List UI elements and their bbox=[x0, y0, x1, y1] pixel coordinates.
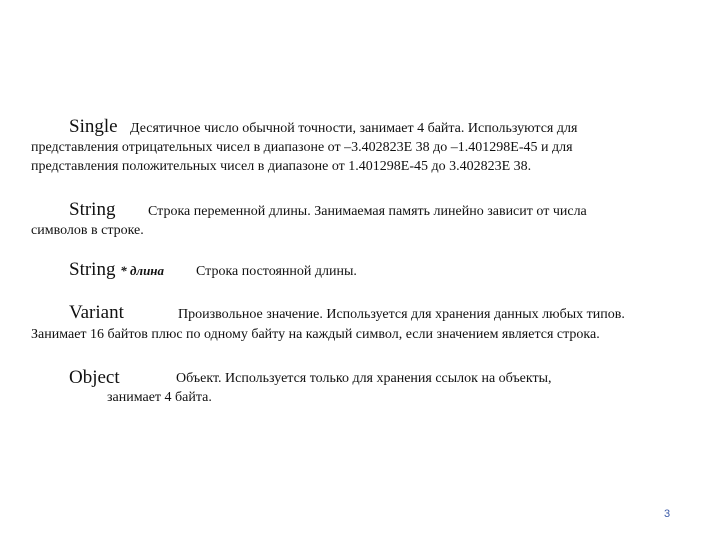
object-desc-line-1: Объект. Используется только для хранения ссылок на объекты, bbox=[176, 371, 552, 386]
term-fixed-string bbox=[69, 259, 164, 281]
single-desc-line-3: представления положительных чисел в диапазоне от 1.401298E-45 до 3.402823E 38. bbox=[31, 159, 532, 174]
single-desc-line-2: представления отрицательных чисел в диапазоне от –3.402823E 38 до –1.401298E-45 и для bbox=[31, 140, 573, 155]
variant-desc-line-2: Занимает 16 байтов плюс по одному байту на каждый символ, если значением является строка. bbox=[31, 327, 600, 342]
string-desc-line-1: Строка переменной длины. Занимаемая память линейно зависит от числа bbox=[148, 204, 587, 219]
fixed-string-desc-line-1: Строка постоянной длины. bbox=[196, 264, 357, 279]
term-fixed-string-label: String bbox=[69, 259, 116, 280]
term-fixed-string-suffix: * длина bbox=[120, 263, 165, 278]
term-single: Single bbox=[69, 116, 118, 137]
term-string: String bbox=[69, 199, 116, 220]
string-desc-line-2: символов в строке. bbox=[31, 223, 144, 238]
variant-desc-line-1: Произвольное значение. Используется для хранения данных любых типов. bbox=[178, 307, 625, 322]
term-variant: Variant bbox=[69, 302, 124, 323]
page-number: 3 bbox=[664, 508, 671, 520]
single-desc-line-1: Десятичное число обычной точности, занимает 4 байта. Используются для bbox=[130, 121, 578, 136]
term-object: Object bbox=[69, 367, 120, 388]
object-desc-line-2: занимает 4 байта. bbox=[107, 390, 212, 405]
